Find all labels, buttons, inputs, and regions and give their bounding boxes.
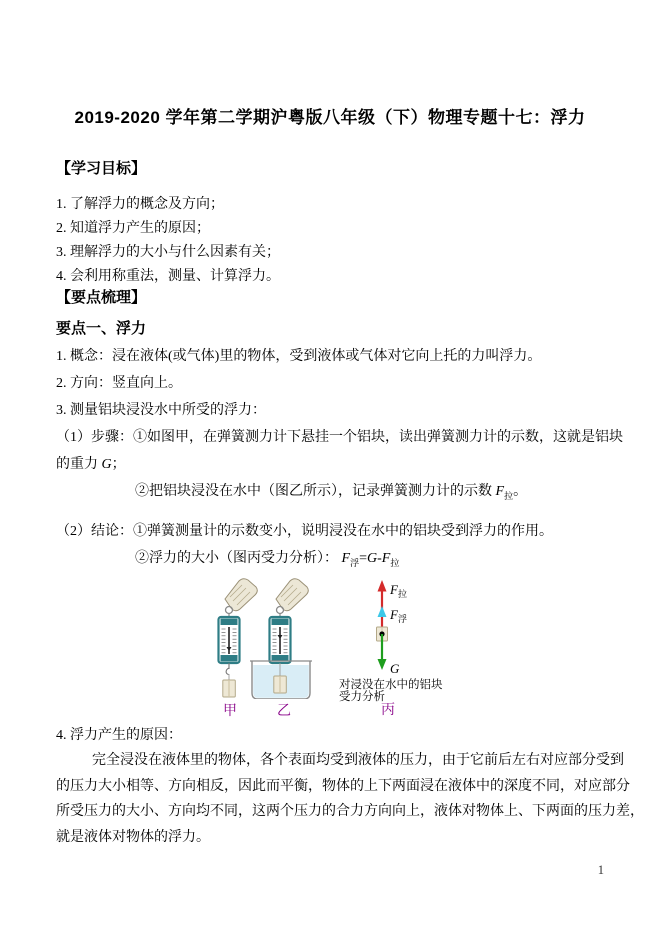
pull-force-label: $F_拉$ (390, 581, 407, 599)
steps-line-1: （1）步骤：①如图甲，在弹簧测力计下悬挂一个铝块，读出弹簧测力计的示数，这就是铝块 (56, 430, 623, 445)
cause-text-line-1: 完全浸没在液体里的物体，各个表面均受到液体的压力，由于它前后左右对应部分受到 (92, 753, 624, 769)
pull-force-symbol-formula: F (381, 550, 391, 566)
objective-item-4: 4. 会利用称重法，测量、计算浮力。 (56, 269, 280, 284)
direction-line: 2. 方向：竖直向上。 (56, 376, 182, 391)
steps-line-2-end: ； (111, 457, 126, 472)
force-caption-line2: 受力分析 (339, 690, 385, 703)
objectives-header: 【学习目标】 (56, 160, 147, 177)
gravity-label: G (390, 660, 400, 676)
pull-force-symbol: F (495, 484, 505, 499)
pull-subscript-formula: 拉 (390, 557, 400, 568)
steps-line-3-end: 。 (513, 484, 528, 499)
figure-label-yi: 乙 (277, 701, 291, 718)
figure-yi (242, 577, 326, 717)
objective-item-3: 3. 理解浮力的大小与什么因素有关； (56, 245, 280, 260)
buoyancy-label: $F_浮$ (390, 606, 407, 624)
conclusion-line-1: （2）结论：①弹簧测量计的示数变小，说明浸没在水中的铝块受到浮力的作用。 (56, 523, 553, 539)
steps-line-3-text: ②把铝块浸没在水中（图乙所示），记录弹簧测力计的示数 (135, 484, 496, 499)
page-number: 1 (597, 863, 604, 877)
buoyancy-arrowhead (378, 606, 387, 617)
experiment-figure (56, 577, 604, 723)
spring-scale-water-illustration (242, 577, 326, 699)
spring-scale-body (219, 617, 240, 663)
cause-header: 4. 浮力产生的原因： (56, 727, 182, 743)
figure-label-jia: 甲 (223, 701, 237, 718)
buoyancy-formula-lhs: F (341, 550, 351, 566)
minus-sign: - (377, 550, 382, 566)
outline-header: 【要点梳理】 (56, 289, 147, 306)
concept-line: 1. 概念：浸在液体(或气体)里的物体，受到液体或气体对它向上托的力叫浮力。 (56, 349, 542, 364)
page-title: 2019-2020 学年第二学期沪粤版八年级（下）物理专题十七：浮力 (74, 108, 586, 127)
equals-sign: = (359, 550, 367, 566)
gravity-symbol-formula: G (366, 550, 378, 566)
force-diagram (337, 577, 472, 723)
aluminum-block (223, 680, 236, 697)
force-caption-line1: 对浸没在水中的铝块 (339, 678, 443, 691)
spring-scale-body (270, 617, 291, 663)
cause-text-line-2: 的压力大小相等、方向相反，因此而平衡，物体的上下两面浸在液体中的深度不同，对应部分 (56, 778, 630, 794)
scale-ring (226, 606, 233, 613)
steps-line-3 (56, 478, 604, 510)
gravity-symbol: G (101, 457, 112, 472)
conclusion-line-2 (56, 545, 604, 577)
pull-force-subscript: 拉 (504, 490, 514, 501)
buoyancy-subscript: 浮 (350, 557, 360, 568)
cause-text-line-4: 就是液体对物体的浮力。 (56, 829, 210, 845)
aluminum-block-submerged (274, 676, 287, 693)
steps-line-2-text: 的重力 (56, 457, 102, 472)
conclusion-line-2-text: ②浮力的大小（图丙受力分析）： (135, 550, 342, 566)
measure-line: 3. 测量铝块浸没水中所受的浮力： (56, 403, 266, 418)
cause-text-line-3: 所受压力的大小、方向均不同，这两个压力的合力方向向上，液体对物体上、下两面的压力差， (56, 804, 644, 820)
figure-bing (337, 577, 472, 728)
steps-line-2 (56, 451, 604, 478)
point1-header: 要点一、浮力 (56, 320, 147, 337)
figure-label-bing: 丙 (381, 700, 395, 717)
objective-item-1: 1. 了解浮力的概念及方向； (56, 197, 224, 212)
objective-item-2: 2. 知道浮力产生的原因； (56, 221, 210, 236)
